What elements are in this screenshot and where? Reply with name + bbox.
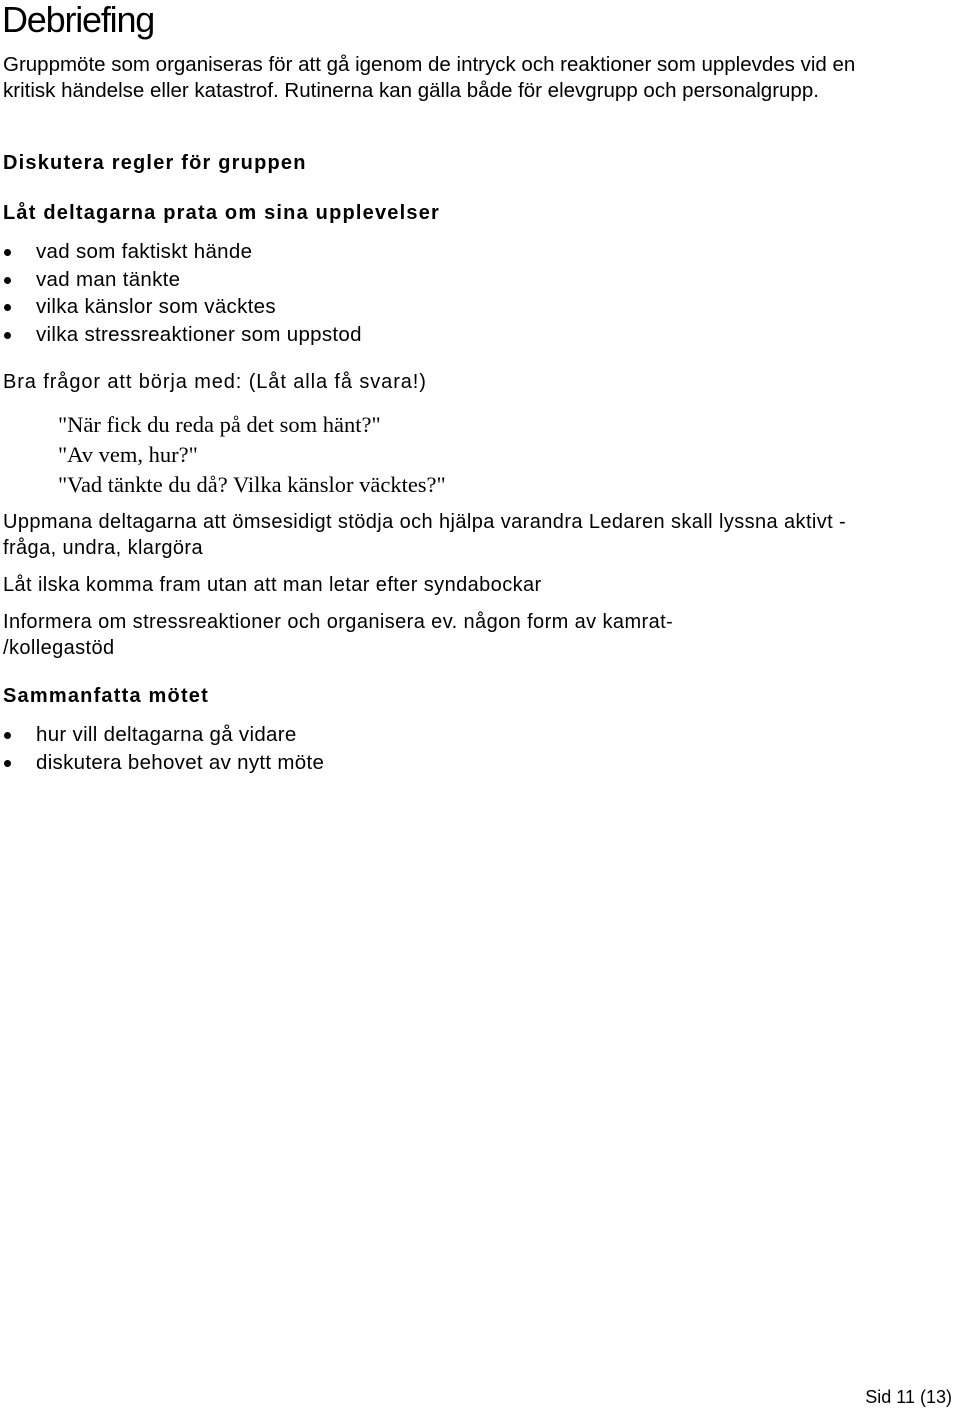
list-item-text: vad som faktiskt hände — [36, 240, 253, 263]
page-number: Sid 11 (13) — [865, 1387, 952, 1407]
bullet-icon — [4, 332, 11, 339]
list-item — [0, 238, 362, 266]
list-item — [0, 321, 362, 349]
list-item-text: hur vill deltagarna gå vidare — [36, 723, 297, 746]
page-title: Debriefing — [2, 0, 155, 40]
list-item-text: vilka stressreaktioner som uppstod — [36, 322, 362, 346]
inform-line-2: /kollegastöd — [3, 637, 115, 659]
list-item-text: vilka känslor som väcktes — [36, 295, 276, 318]
inform-line-1: Informera om stressreaktioner och organisera ev. någon form av kamrat- — [3, 611, 674, 633]
experience-list — [0, 238, 362, 348]
heading-rules: Diskutera regler för gruppen — [3, 152, 307, 174]
bullet-icon — [4, 277, 11, 284]
list-item — [0, 293, 362, 321]
anger-paragraph: Låt ilska komma fram utan att man letar efter syndabockar — [3, 574, 542, 596]
bullet-icon — [4, 732, 11, 739]
inform-paragraph — [3, 609, 883, 661]
bullet-icon — [4, 304, 11, 311]
list-item — [0, 721, 324, 749]
quote-line: "Vad tänkte du då? Vilka känslor väcktes?" — [58, 472, 446, 497]
quote-line: "Av vem, hur?" — [58, 442, 198, 467]
list-item-text: vad man tänkte — [36, 267, 181, 291]
bullet-icon — [4, 760, 11, 767]
bullet-icon — [4, 249, 11, 256]
list-item-text: diskutera behovet av nytt möte — [36, 750, 325, 774]
summary-list — [0, 721, 324, 776]
list-item — [0, 749, 324, 777]
list-item — [0, 266, 362, 294]
quote-line: "När fick du reda på det som hänt?" — [58, 412, 381, 437]
heading-experiences: Låt deltagarna prata om sina upplevelser — [3, 202, 441, 224]
intro-paragraph: Gruppmöte som organiseras för att gå igenom de intryck och reaktioner som upplevdes vid en kritisk händelse eller katastrof. Rutinerna kan gälla både för elevgrupp och personalgrupp. — [3, 53, 856, 102]
heading-summary: Sammanfatta mötet — [3, 685, 209, 707]
question-quotes — [58, 410, 446, 500]
support-paragraph: Uppmana deltagarna att ömsesidigt stödja och hjälpa varandra Ledaren skall lyssna aktivt - fråga, undra, klargöra — [3, 511, 847, 559]
questions-intro: Bra frågor att börja med: (Låt alla få svara!) — [3, 371, 427, 393]
